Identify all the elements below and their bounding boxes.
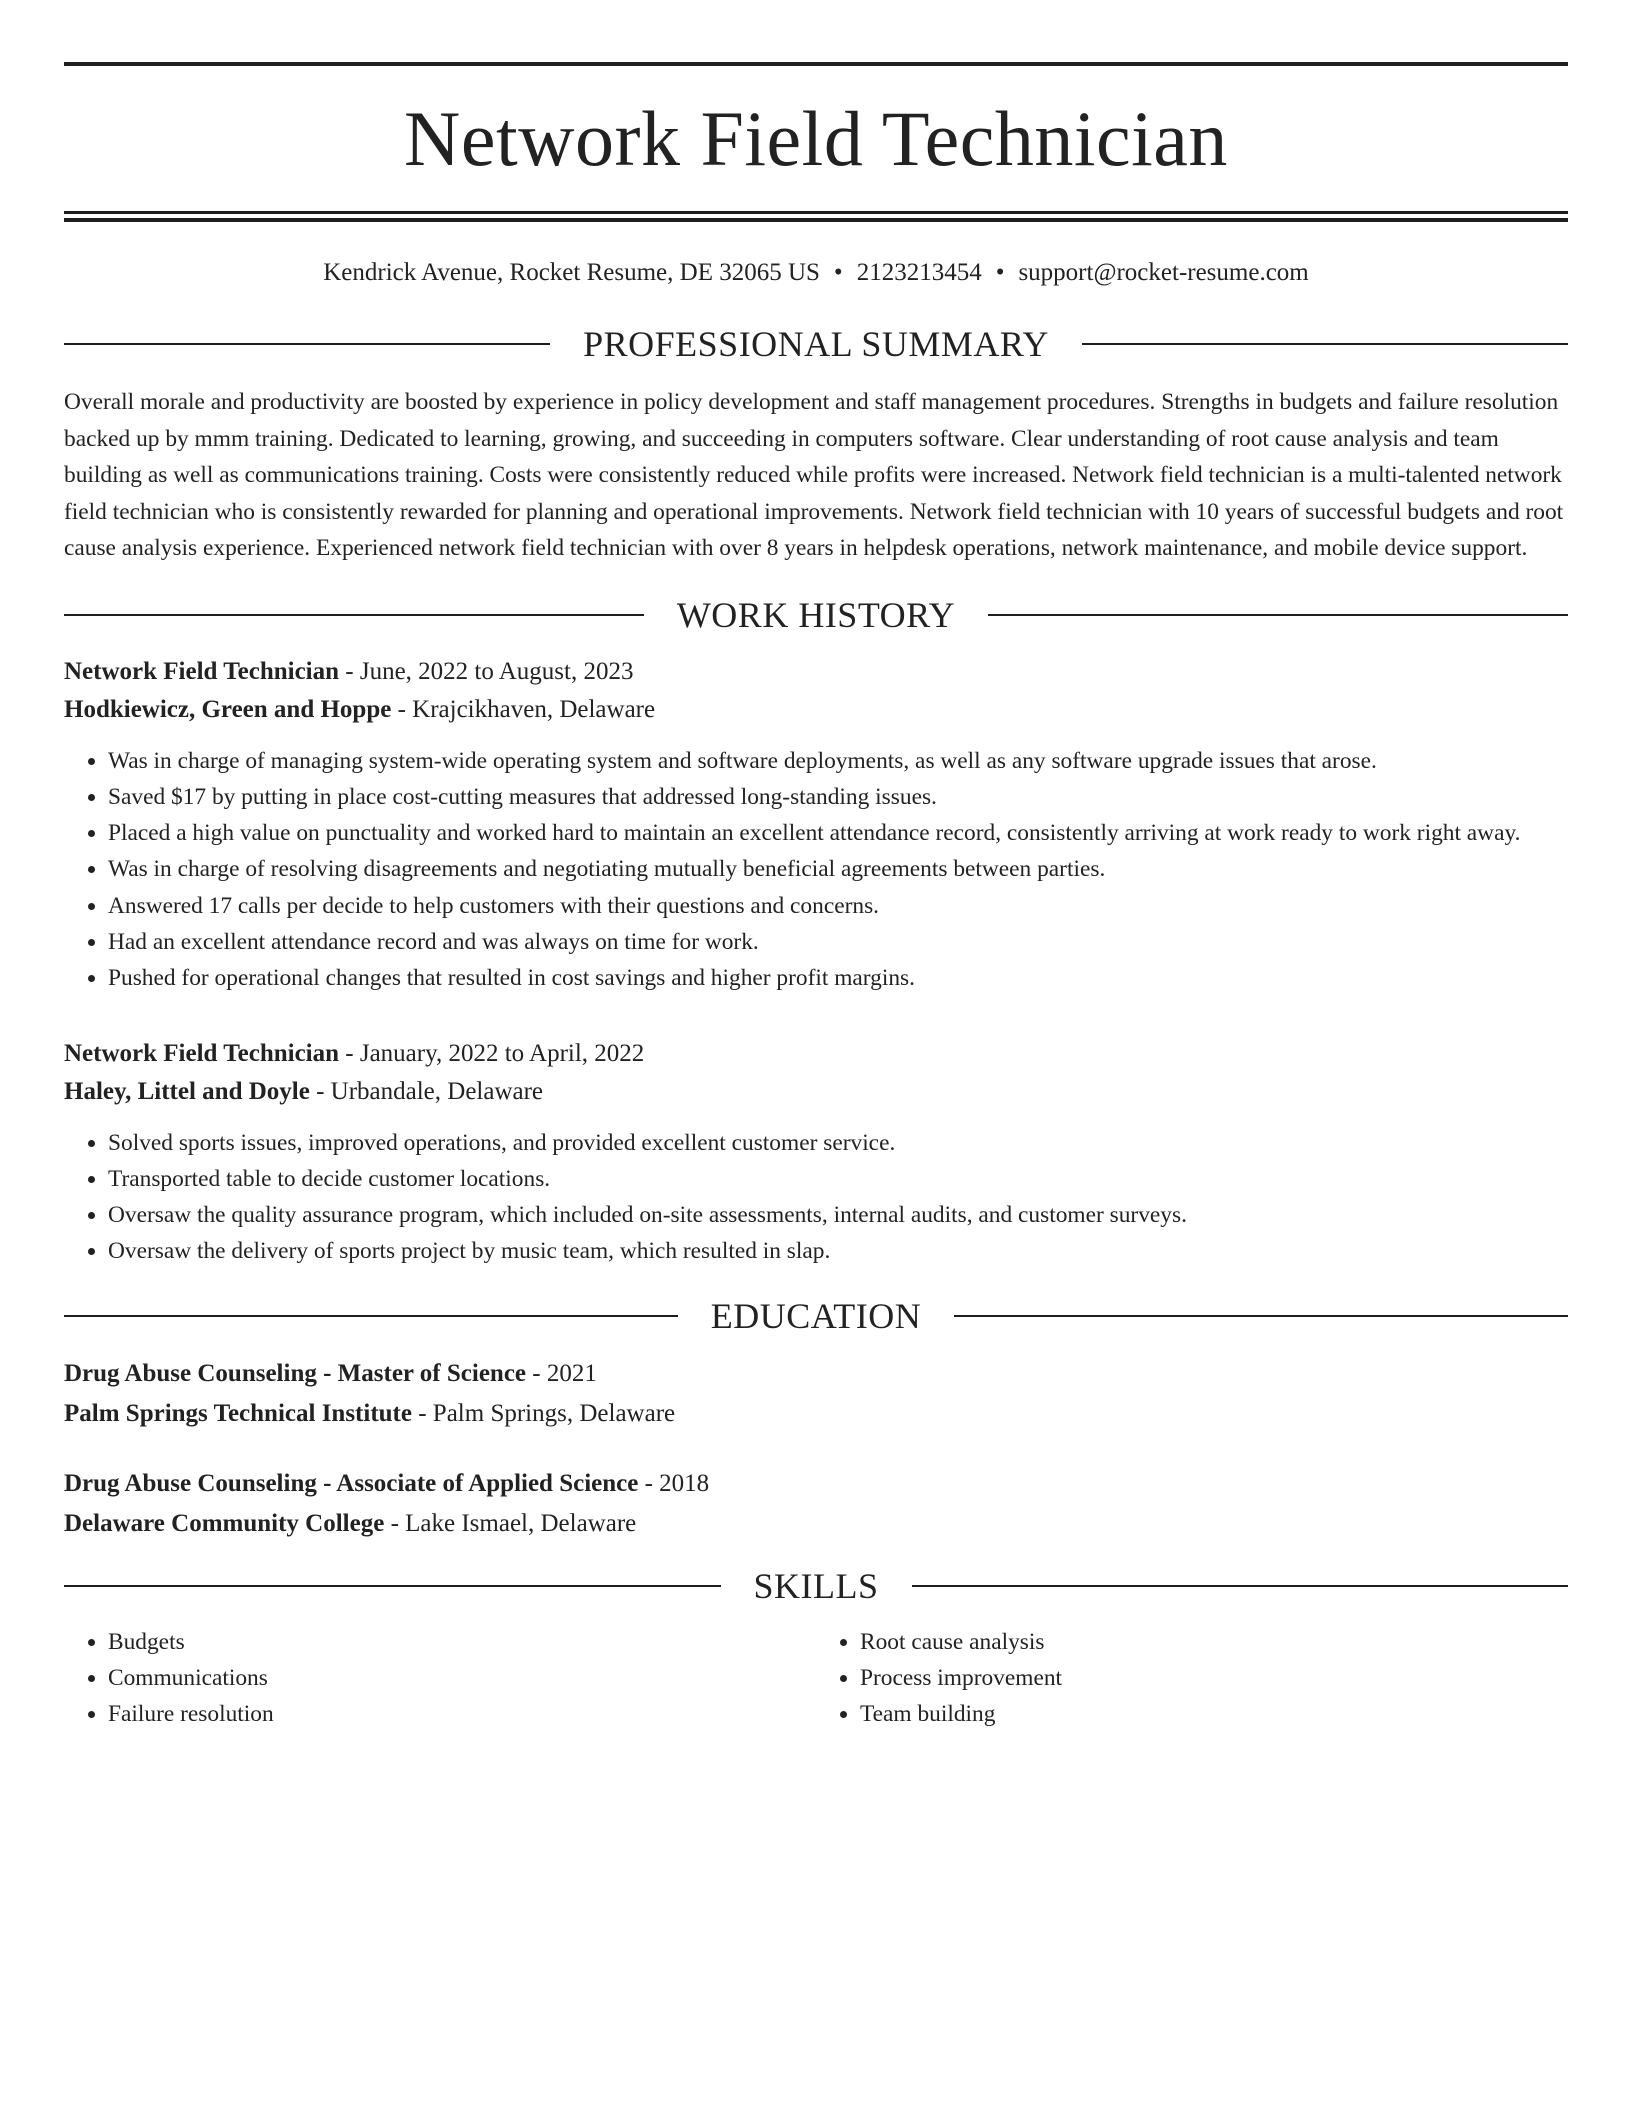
contact-phone: 2123213454 bbox=[856, 259, 982, 286]
job-bullet: • Saved $17 by putting in place cost-cutting measures that addressed long-standing issues. bbox=[108, 779, 1568, 815]
education-location: - Palm Springs, Delaware bbox=[411, 1399, 676, 1427]
education-degree: Drug Abuse Counseling - Master of Science bbox=[64, 1359, 527, 1387]
job-company: Haley, Littel and Doyle bbox=[64, 1077, 310, 1105]
heading-rule-left bbox=[64, 1585, 721, 1587]
education-degree-line bbox=[64, 1354, 1568, 1394]
education-location: - Lake Ismael, Delaware bbox=[384, 1509, 637, 1537]
education-entry bbox=[64, 1354, 1568, 1434]
job-location: - Krajcikhaven, Delaware bbox=[391, 695, 656, 723]
job-entry bbox=[64, 1035, 1568, 1270]
job-bullet: • Was in charge of managing system-wide operating system and software deployments, as well as any software upgrade issues that arose. bbox=[108, 743, 1568, 779]
job-title-line bbox=[64, 1035, 1568, 1073]
summary-heading-label: PROFESSIONAL SUMMARY bbox=[583, 324, 1049, 364]
education-school-line bbox=[64, 1504, 1568, 1544]
summary-section-heading bbox=[64, 326, 1568, 362]
skill-item: • Root cause analysis bbox=[860, 1624, 1568, 1660]
title-double-rule bbox=[64, 211, 1568, 222]
skills-heading-label: SKILLS bbox=[753, 1565, 879, 1606]
summary-text: Overall morale and productivity are boosted by experience in policy development and staff management procedures. Strengths in budgets and failure resolution backed up by mmm training. Dedicated to learning, growing, and succeeding in computers software. Clear understanding of root cause analysis and team building as well as communications training. Costs were consistently reduced while profits were increased. Network field technician is a multi-talented network field technician who is consistently rewarded for planning and operational improvements. Network field technician with 10 years of successful budgets and root cause analysis experience. Experienced network field technician with over 8 years in helpdesk operations, network maintenance, and mobile device support. bbox=[64, 389, 1564, 561]
job-bullet: • Placed a high value on punctuality and worked hard to maintain an excellent attendance record, consistently arriving at work ready to work right away. bbox=[108, 815, 1568, 851]
education-school: Palm Springs Technical Institute bbox=[64, 1399, 412, 1427]
education-heading-label: EDUCATION bbox=[710, 1295, 922, 1336]
job-bullet: • Pushed for operational changes that resulted in cost savings and higher profit margins. bbox=[108, 960, 1568, 996]
resume-title: Network Field Technician bbox=[404, 95, 1228, 182]
heading-rule-right bbox=[1082, 343, 1568, 345]
job-bullets bbox=[64, 1125, 1568, 1270]
job-company-line bbox=[64, 691, 1568, 729]
work-section-heading bbox=[64, 594, 1568, 635]
education-year: - 2021 bbox=[526, 1359, 597, 1387]
contact-address: Kendrick Avenue, Rocket Resume, DE 32065 US bbox=[323, 259, 820, 286]
job-bullet: • Solved sports issues, improved operations, and provided excellent customer service. bbox=[108, 1125, 1568, 1161]
skills-column-left bbox=[64, 1624, 816, 1733]
job-entry bbox=[64, 653, 1568, 997]
job-bullets bbox=[64, 743, 1568, 997]
heading-rule-right bbox=[912, 1585, 1569, 1587]
skills-column-right bbox=[816, 1624, 1568, 1733]
contact-separator: • bbox=[995, 259, 1005, 286]
heading-rule-left bbox=[64, 1315, 678, 1317]
contact-email: support@rocket-resume.com bbox=[1018, 259, 1309, 286]
contact-line bbox=[64, 258, 1568, 288]
job-location: - Urbandale, Delaware bbox=[309, 1077, 544, 1105]
education-school-line bbox=[64, 1394, 1568, 1434]
skills-section-heading bbox=[64, 1565, 1568, 1606]
work-heading-label: WORK HISTORY bbox=[676, 594, 956, 635]
skill-item: • Team building bbox=[860, 1696, 1568, 1732]
heading-rule-right bbox=[988, 614, 1568, 616]
job-bullet: • Oversaw the quality assurance program, which included on-site assessments, internal audits, and customer surveys. bbox=[108, 1197, 1568, 1233]
skill-item: • Communications bbox=[108, 1660, 816, 1696]
skill-item: • Budgets bbox=[108, 1624, 816, 1660]
job-bullet: • Answered 17 calls per decide to help customers with their questions and concerns. bbox=[108, 888, 1568, 924]
job-bullet: • Was in charge of resolving disagreements and negotiating mutually beneficial agreements between parties. bbox=[108, 851, 1568, 887]
skills-list bbox=[64, 1624, 1568, 1733]
heading-rule-left bbox=[64, 614, 644, 616]
heading-rule-left bbox=[64, 343, 550, 345]
job-title-line bbox=[64, 653, 1568, 691]
top-rule bbox=[64, 62, 1568, 66]
education-entry bbox=[64, 1464, 1568, 1544]
education-degree: Drug Abuse Counseling - Associate of Applied Science bbox=[64, 1469, 639, 1497]
contact-separator: • bbox=[833, 259, 843, 286]
job-dates: - June, 2022 to August, 2023 bbox=[339, 657, 634, 685]
job-dates: - January, 2022 to April, 2022 bbox=[339, 1039, 645, 1067]
heading-rule-right bbox=[954, 1315, 1568, 1317]
job-bullet: • Had an excellent attendance record and was always on time for work. bbox=[108, 924, 1568, 960]
job-company: Hodkiewicz, Green and Hoppe bbox=[64, 695, 392, 723]
job-title: Network Field Technician bbox=[64, 657, 340, 685]
education-year: - 2018 bbox=[638, 1469, 710, 1497]
job-bullet: • Oversaw the delivery of sports project by music team, which resulted in slap. bbox=[108, 1233, 1568, 1269]
job-title: Network Field Technician bbox=[64, 1039, 340, 1067]
skill-item: • Failure resolution bbox=[108, 1696, 816, 1732]
education-degree-line bbox=[64, 1464, 1568, 1504]
education-school: Delaware Community College bbox=[64, 1509, 385, 1537]
job-company-line bbox=[64, 1073, 1568, 1111]
skill-item: • Process improvement bbox=[860, 1660, 1568, 1696]
education-section-heading bbox=[64, 1295, 1568, 1336]
job-bullet: • Transported table to decide customer locations. bbox=[108, 1161, 1568, 1197]
